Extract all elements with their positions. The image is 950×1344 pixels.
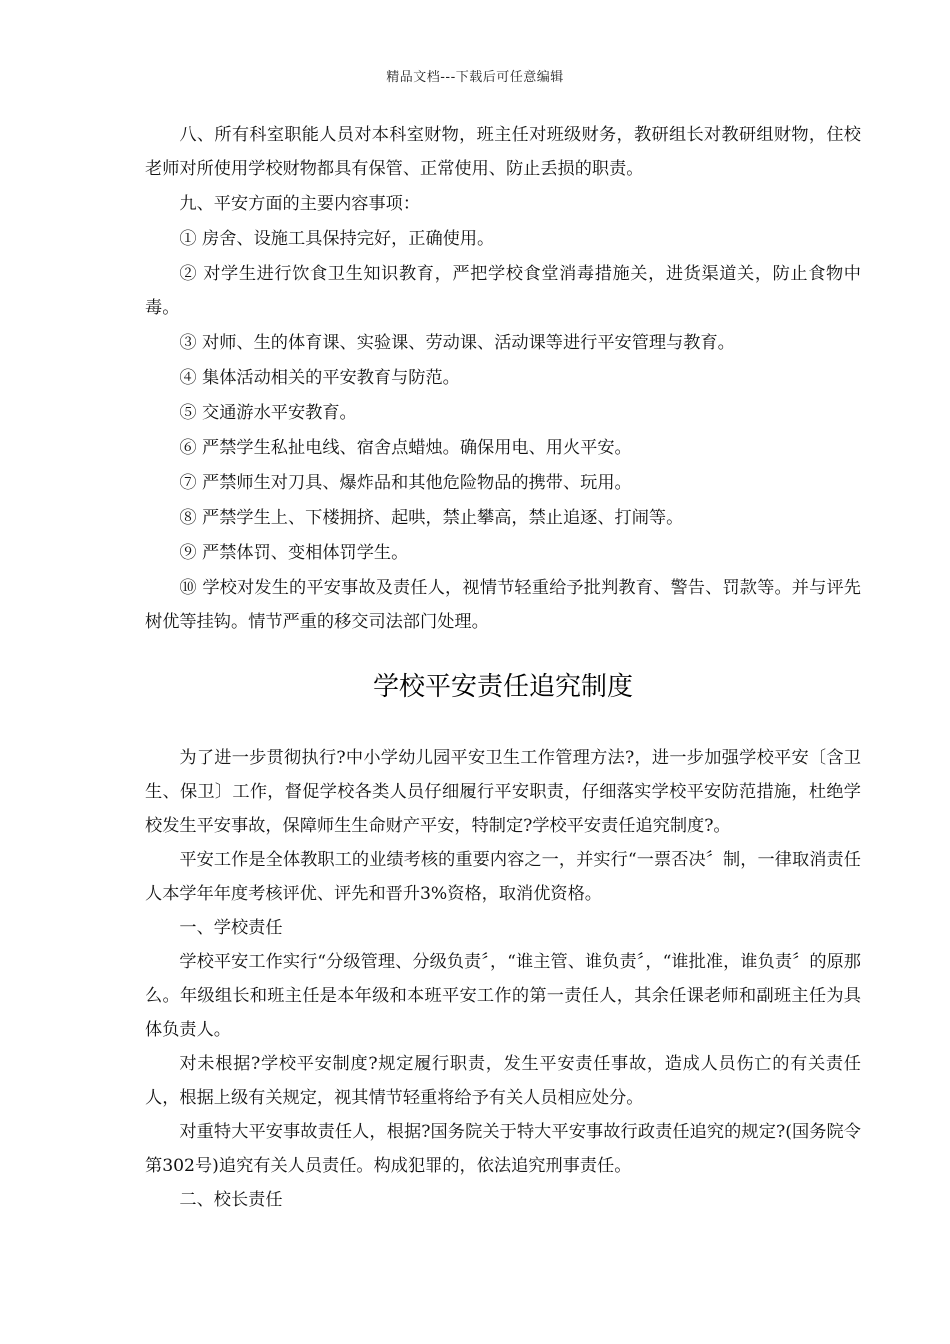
paragraph: 对重特大平安事故责任人，根据?国务院关于特大平安事故行政责任追究的规定?(国务院令第302号)追究有关人员责任。构成犯罪的，依法追究刑事责任。 [145,1122,861,1176]
list-item: ③ 对师、生的体育课、实验课、劳动课、活动课等进行平安管理与教育。 [179,333,735,353]
list-item: ⑧ 严禁学生上、下楼拥挤、起哄，禁止攀高，禁止追逐、打闹等。 [179,508,684,528]
paragraph: 九、平安方面的主要内容事项： [179,194,421,214]
list-item: ⑤ 交通游水平安教育。 [179,403,357,423]
subheading: 二、校长责任 [179,1190,283,1210]
subheading: 一、学校责任 [179,918,283,938]
list-item: ⑦ 严禁师生对刀具、爆炸品和其他危险物品的携带、玩用。 [179,473,632,493]
list-item: ⑨ 严禁体罚、变相体罚学生。 [179,543,409,563]
paragraph: 八、所有科室职能人员对本科室财物，班主任对班级财务，教研组长对教研组财物，住校老师对所使用学校财物都具有保管、正常使用、防止丢损的职责。 [145,125,861,179]
list-item: ② 对学生进行饮食卫生知识教育，严把学校食堂消毒措施关，进货渠道关，防止食物中毒。 [145,264,861,318]
paragraph: 平安工作是全体教职工的业绩考核的重要内容之一，并实行“一票否决〞制，一律取消责任人本学年年度考核评优、评先和晋升3%资格，取消优资格。 [145,850,861,904]
document-body [145,118,861,1217]
paragraph: 对未根据?学校平安制度?规定履行职责，发生平安责任事故，造成人员伤亡的有关责任人，根据上级有关规定，视其情节轻重将给予有关人员相应处分。 [145,1054,861,1108]
list-item: ① 房舍、设施工具保持完好，正确使用。 [179,229,495,249]
page-header: 精品文档---下载后可任意编辑 [386,70,564,85]
list-item: ⑩ 学校对发生的平安事故及责任人，视情节轻重给予批判教育、警告、罚款等。并与评先树优等挂钩。情节严重的移交司法部门处理。 [145,578,861,632]
section-title: 学校平安责任追究制度 [372,672,633,702]
paragraph: 学校平安工作实行“分级管理、分级负责〞，“谁主管、谁负责〞，“谁批准，谁负责〞的原那么。年级组长和班主任是本年级和本班平安工作的第一责任人，其余任课老师和副班主任为具体负责人。 [145,952,861,1040]
list-item: ⑥ 严禁学生私扯电线、宿舍点蜡烛。确保用电、用火平安。 [179,438,632,458]
paragraph: 为了进一步贯彻执行?中小学幼儿园平安卫生工作管理方法?，进一步加强学校平安〔含卫生、保卫〕工作，督促学校各类人员仔细履行平安职责，仔细落实学校平安防范措施，杜绝学校发生平安事故，保障师生生命财产平安，特制定?学校平安责任追究制度?。 [145,748,861,836]
list-item: ④ 集体活动相关的平安教育与防范。 [179,368,460,388]
